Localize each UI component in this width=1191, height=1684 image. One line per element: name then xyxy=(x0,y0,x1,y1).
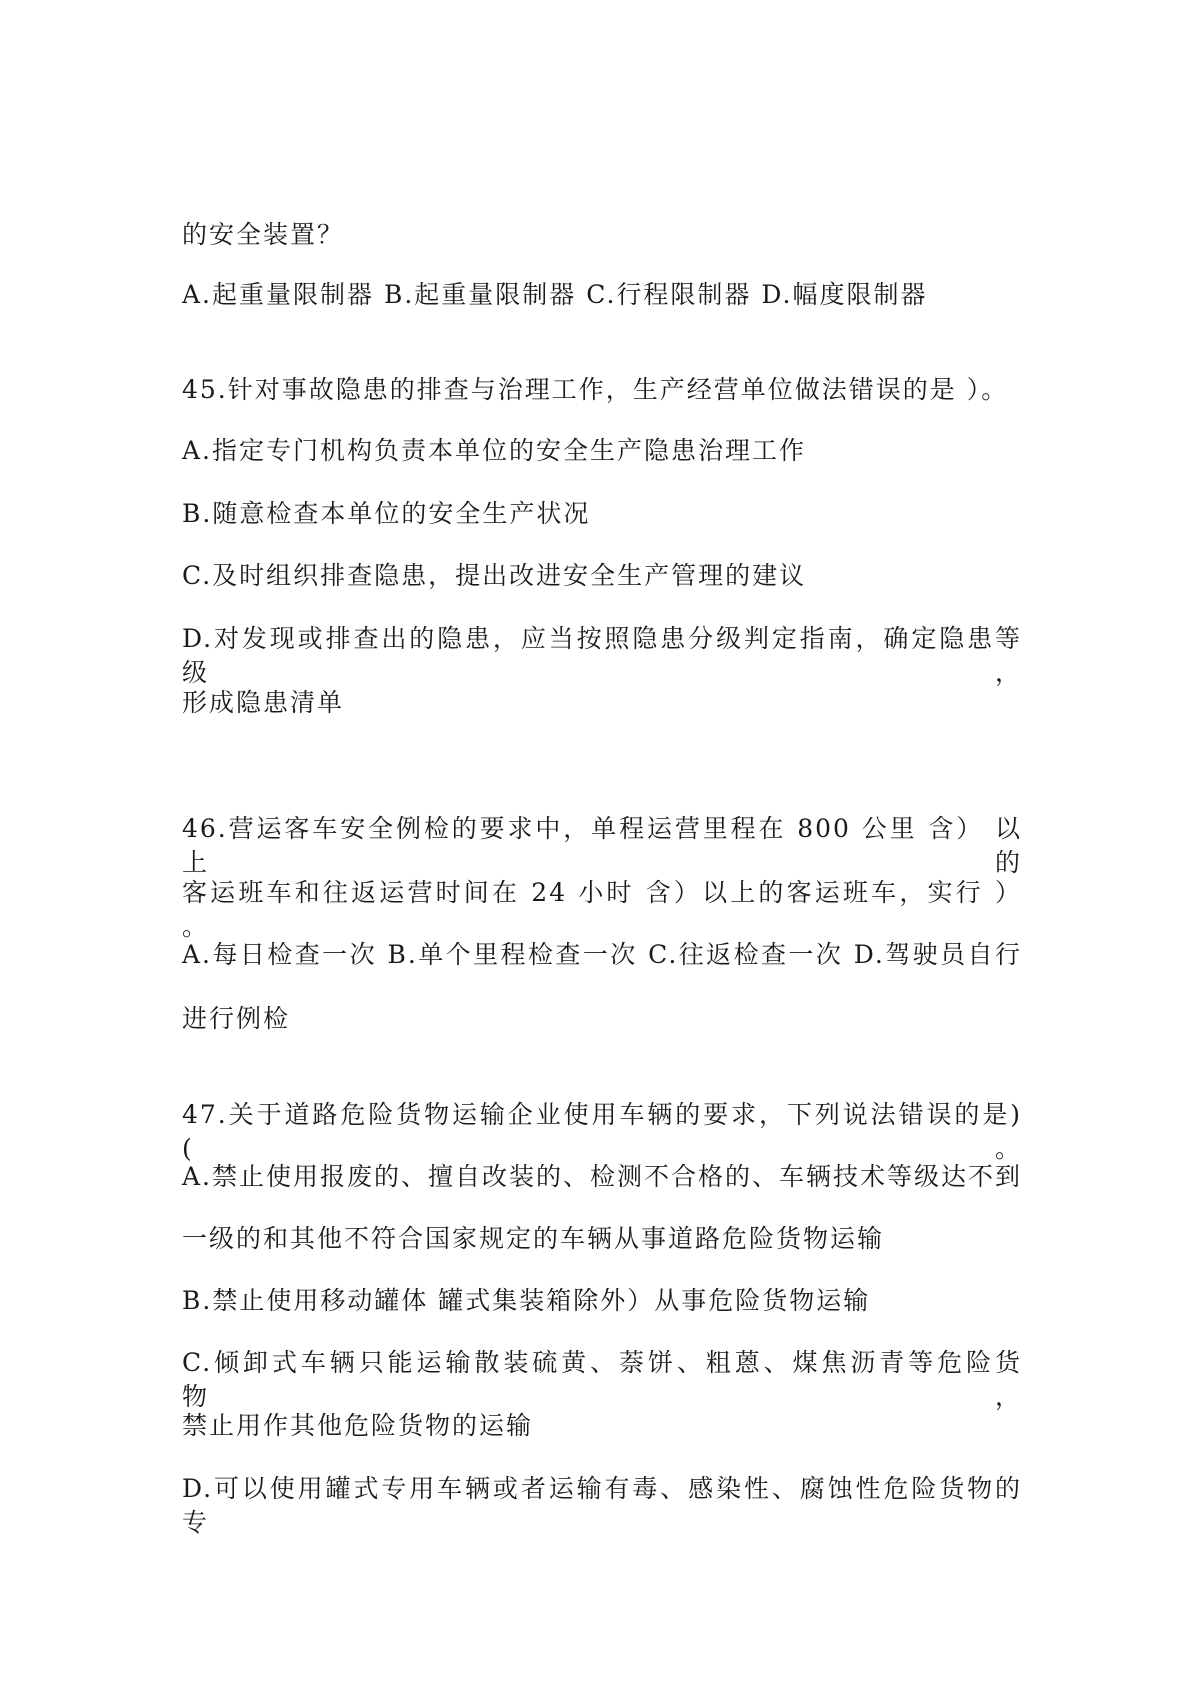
question-47-option-c: C.倾卸式车辆只能运输散装硫黄、萘饼、粗蒽、煤焦沥青等危险货物， xyxy=(182,1348,1022,1411)
question-45-option-a: A.指定专门机构负责本单位的安全生产隐患治理工作 xyxy=(182,436,807,465)
question-47-option-a-cont: 一级的和其他不符合国家规定的车辆从事道路危险货物运输 xyxy=(182,1224,885,1253)
question-45-option-c: C.及时组织排查隐患，提出改进安全生产管理的建议 xyxy=(182,561,807,590)
text-line: A.起重量限制器 B.起重量限制器 C.行程限制器 D.幅度限制器 xyxy=(182,280,928,309)
question-47-stem: 47.关于道路危险货物运输企业使用车辆的要求，下列说法错误的是)(。 xyxy=(182,1100,1022,1163)
question-47-option-a: A.禁止使用报废的、擅自改装的、检测不合格的、车辆技术等级达不到 xyxy=(182,1162,1023,1191)
question-45-option-d-cont: 形成隐患清单 xyxy=(182,688,345,717)
question-46-options-cont: 进行例检 xyxy=(182,1004,291,1033)
question-47-option-c-cont: 禁止用作其他危险货物的运输 xyxy=(182,1411,534,1440)
question-46-stem-cont: 客运班车和往返运营时间在 24 小时 含）以上的客运班车，实行 ） 。 xyxy=(182,878,1022,941)
question-46-stem: 46.营运客车安全例检的要求中，单程运营里程在 800 公里 含） 以上的 xyxy=(182,814,1022,877)
question-45-option-b: B.随意检查本单位的安全生产状况 xyxy=(182,499,591,528)
question-47-option-d: D.可以使用罐式专用车辆或者运输有毒、感染性、腐蚀性危险货物的专 xyxy=(182,1474,1022,1537)
question-45-option-d: D.对发现或排查出的隐患，应当按照隐患分级判定指南，确定隐患等级， xyxy=(182,624,1022,687)
question-46-options: A.每日检查一次 B.单个里程检查一次 C.往返检查一次 D.驾驶员自行 xyxy=(182,940,1022,969)
question-45-stem: 45.针对事故隐患的排查与治理工作，生产经营单位做法错误的是 ）。 xyxy=(182,375,1009,404)
text-line: 的安全装置？ xyxy=(182,220,345,249)
question-47-option-b: B.禁止使用移动罐体 罐式集装箱除外）从事危险货物运输 xyxy=(182,1286,871,1315)
